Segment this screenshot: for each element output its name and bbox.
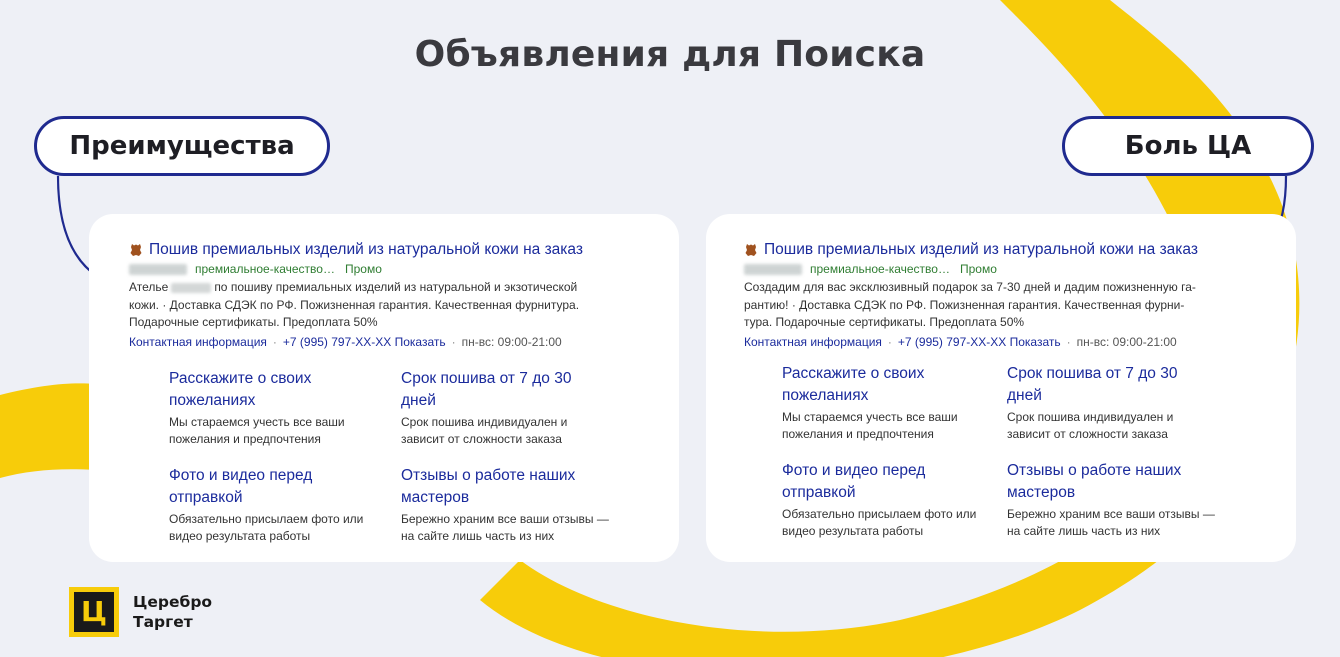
ad-title-link[interactable] [129, 240, 629, 260]
sitelink-title[interactable]: Фото и видео перед отправкой [169, 467, 313, 506]
logo-line-2: Таргет [133, 613, 193, 631]
desc-prefix: Ателье [129, 280, 169, 294]
promo-badge: Промо [344, 262, 382, 276]
ad-description [744, 279, 1244, 332]
sitelink[interactable] [782, 363, 1007, 443]
ad-title-text: Пошив премиальных изделий из натуральной кожи на заказ [764, 241, 1198, 258]
sitelink-desc: Бережно храним все ваши отзывы — на сайте лишь часть из них [1007, 507, 1215, 538]
sitelink[interactable] [401, 465, 611, 545]
desc-line-3: тура. Подарочные сертификаты. Предоплата 50% [744, 315, 1025, 329]
sitelink[interactable] [1007, 363, 1217, 443]
search-ad [744, 240, 1244, 351]
label-advantages: Преимущества [34, 116, 330, 176]
logo-text [133, 592, 212, 632]
sitelink-desc: Обязательно присылаем фото или видео результата работы [782, 507, 977, 538]
search-ad [129, 240, 629, 351]
sitelink[interactable] [169, 465, 401, 545]
working-hours: пн-вс: 09:00-21:00 [1076, 334, 1177, 349]
working-hours: пн-вс: 09:00-21:00 [461, 334, 562, 349]
contact-info-link[interactable]: Контактная информация [129, 334, 267, 349]
leather-hide-icon [129, 243, 143, 257]
page-title: Объявления для Поиска [414, 34, 926, 75]
ad-url-path[interactable]: премиальное-качество… [195, 262, 335, 276]
ad-card-advantages [89, 214, 679, 562]
label-audience-pain: Боль ЦА [1062, 116, 1314, 176]
logo-letter: Ц [74, 592, 114, 632]
blurred-domain [744, 264, 802, 275]
sitelink-title[interactable]: Фото и видео перед отправкой [782, 462, 926, 501]
sitelink-desc: Обязательно присылаем фото или видео результата работы [169, 512, 364, 543]
ad-url-row [744, 261, 1244, 277]
promo-badge: Промо [959, 262, 997, 276]
ad-card-audience-pain [706, 214, 1296, 562]
ad-url-row [129, 261, 629, 277]
sitelink-title[interactable]: Срок пошива от 7 до 30 дней [1007, 365, 1178, 404]
desc-line-3: Подарочные сертификаты. Предоплата 50% [129, 315, 378, 329]
logo-line-1: Церебро [133, 593, 213, 611]
sitelink-desc: Срок пошива индивидуален и зависит от сложности заказа [1007, 410, 1174, 441]
sitelink-desc: Срок пошива индивидуален и зависит от сложности заказа [401, 415, 568, 446]
blurred-brand [171, 283, 211, 293]
sitelink[interactable] [169, 368, 401, 448]
brand-logo [69, 587, 212, 637]
sitelink-desc: Мы стараемся учесть все ваши пожелания и предпочтения [169, 415, 345, 446]
sitelink[interactable] [1007, 460, 1217, 540]
desc-rest: по пошиву премиальных изделий из натуральной и экзотической [214, 280, 578, 294]
desc-line-2: рантию! · Доставка СДЭК по РФ. Пожизненная гарантия. Качественная фурни- [744, 297, 1185, 312]
ad-contacts: Контактная информация · +7 (995) 797-XX-XX Показать · пн-вс: 09:00-21:00 [744, 334, 1177, 349]
sitelink-title[interactable]: Расскажите о своих пожеланиях [782, 365, 925, 404]
sitelink-title[interactable]: Срок пошива от 7 до 30 дней [401, 370, 572, 409]
desc-line-1: Создадим для вас эксклюзивный подарок за 7-30 дней и дадим пожизненную га- [744, 280, 1196, 294]
contact-info-link[interactable]: Контактная информация [744, 334, 882, 349]
sitelink-title[interactable]: Отзывы о работе наших мастеров [1007, 462, 1182, 501]
ad-title-text: Пошив премиальных изделий из натуральной кожи на заказ [149, 241, 583, 258]
sitelink-desc: Мы стараемся учесть все ваши пожелания и предпочтения [782, 410, 958, 441]
logo-mark [69, 587, 119, 637]
ad-url-path[interactable]: премиальное-качество… [810, 262, 950, 276]
ad-contacts: Контактная информация · +7 (995) 797-XX-XX Показать · пн-вс: 09:00-21:00 [129, 334, 562, 349]
sitelink[interactable] [401, 368, 611, 448]
sitelink[interactable] [782, 460, 1007, 540]
ad-title-link[interactable] [744, 240, 1244, 260]
leather-hide-icon [744, 243, 758, 257]
desc-line-2: кожи. · Доставка СДЭК по РФ. Пожизненная гарантия. Качественная фурнитура. [129, 297, 580, 312]
phone-show-link[interactable]: +7 (995) 797-XX-XX Показать [897, 334, 1061, 349]
sitelink-desc: Бережно храним все ваши отзывы — на сайте лишь часть из них [401, 512, 609, 543]
blurred-domain [129, 264, 187, 275]
ad-description [129, 279, 629, 332]
sitelink-title[interactable]: Расскажите о своих пожеланиях [169, 370, 312, 409]
phone-show-link[interactable]: +7 (995) 797-XX-XX Показать [282, 334, 446, 349]
sitelinks [169, 368, 611, 545]
sitelinks [782, 363, 1217, 540]
sitelink-title[interactable]: Отзывы о работе наших мастеров [401, 467, 576, 506]
